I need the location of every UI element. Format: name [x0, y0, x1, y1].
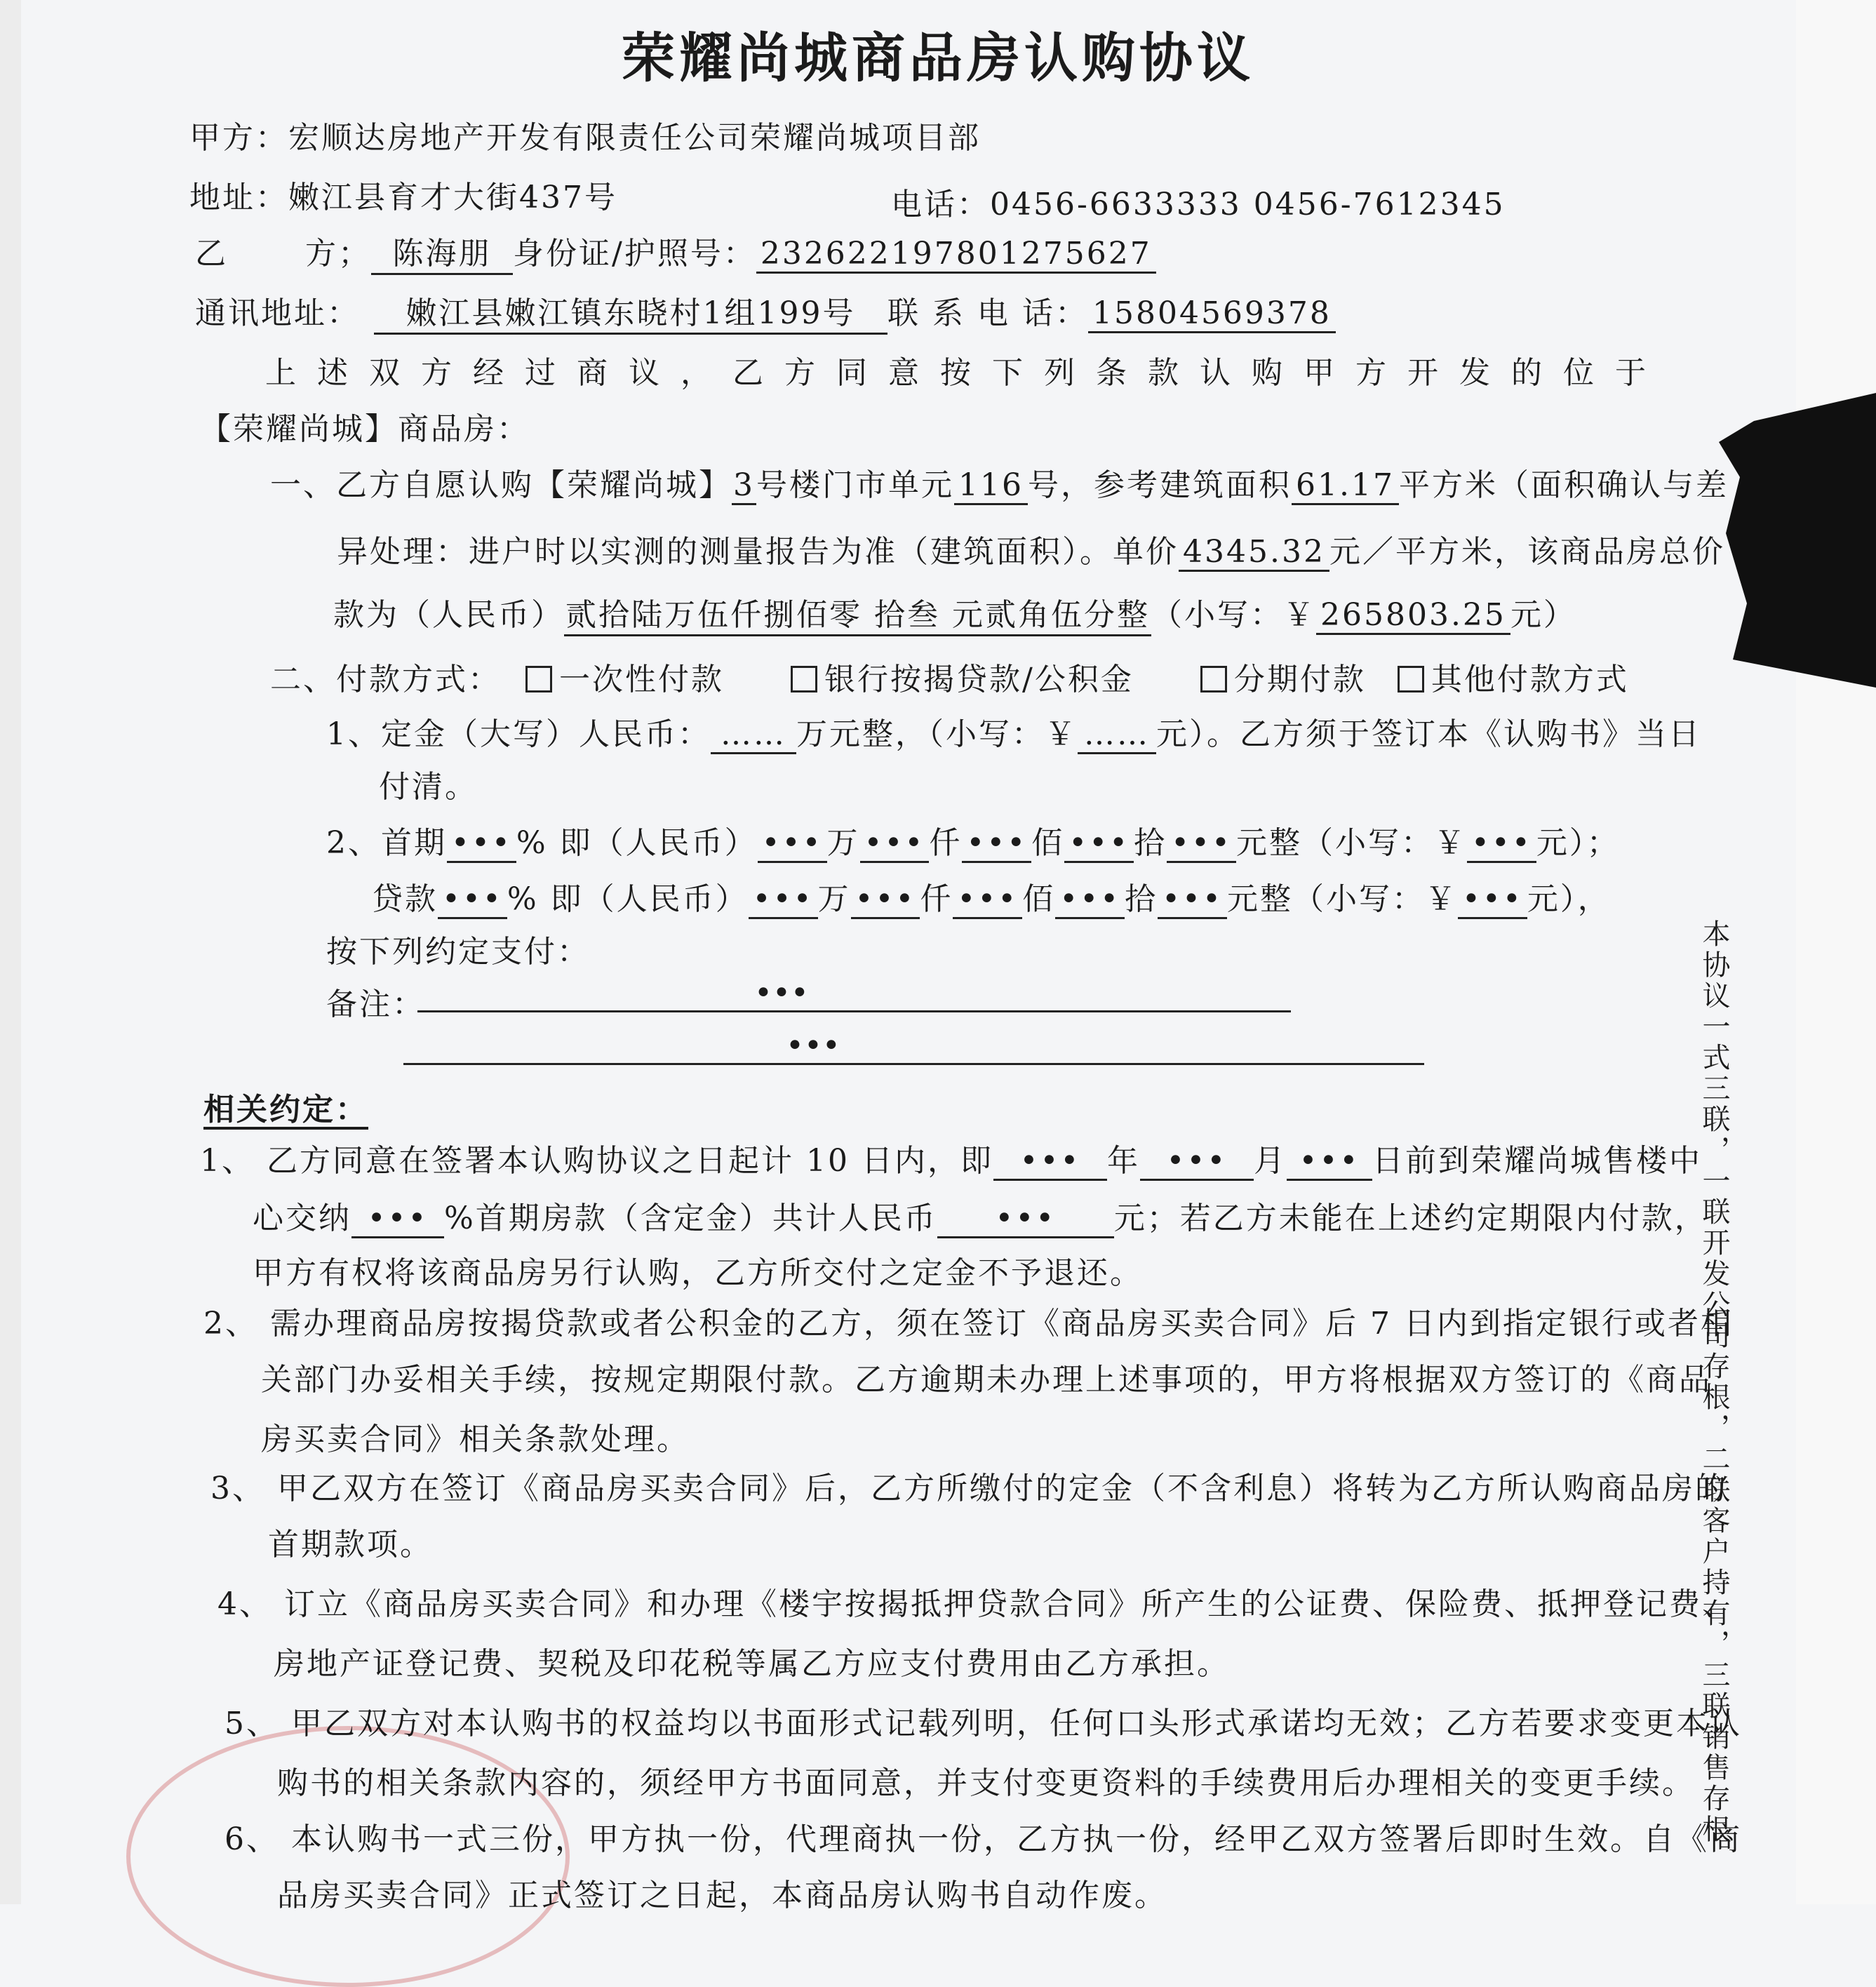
loan-fill-small: ••• [1458, 881, 1527, 919]
party-a-label: 甲方： [189, 120, 288, 156]
loan-row [372, 874, 1611, 919]
checkbox-mortgage[interactable] [791, 666, 817, 693]
loan-text-7: 元）， [1527, 881, 1611, 917]
clause-1-line-2 [337, 526, 1725, 572]
deposit-row-2: 付清。 [379, 769, 478, 805]
intro-line-2: 【荣耀尚城】商品房： [200, 411, 530, 447]
remark-label: 备注： [326, 986, 425, 1022]
option-mortgage: 银行按揭贷款/公积金 [824, 662, 1134, 697]
option-lump-sum: 一次性付款 [559, 662, 724, 697]
phone-row [891, 179, 1506, 224]
side-note-vertical: 本协议一式三联，一联开发公司存根，二联客户持有，三联销售存根 [1698, 919, 1730, 1845]
term-4-line-2: 房地产证登记费、契税及印花税等属乙方应支付费用由乙方承担。 [274, 1646, 1230, 1682]
down-text-0: 2、首期 [326, 825, 447, 861]
clause-1-text-b: 号楼门市单元 [756, 467, 954, 503]
clause-1-text-c: 号，参考建筑面积 [1027, 467, 1292, 503]
remark-line-1[interactable] [417, 1010, 1291, 1012]
deposit-amount-words: …… [711, 716, 796, 754]
total-price-chinese: 贰拾陆万伍仟捌佰零 拾叁 元贰角伍分整 [564, 589, 1151, 636]
id-number: 232622197801275627 [756, 236, 1156, 274]
down-fill-small: ••• [1467, 825, 1536, 863]
intro-line-1: 上述双方经过商议，乙方同意按下列条款认购甲方开发的位于 [265, 355, 1667, 391]
contact-phone: 15804569378 [1088, 295, 1336, 333]
deposit-row [326, 709, 1701, 754]
paper-tear-shape [1712, 393, 1876, 688]
unit-number: 116 [954, 467, 1028, 505]
down-fill-wan: ••• [758, 825, 827, 863]
loan-fill-yuan: ••• [1158, 881, 1227, 919]
deposit-text-c: 元）。乙方须于签订本《认购书》当日 [1156, 716, 1701, 752]
term-1-year-fill: ••• [993, 1143, 1107, 1181]
party-a-value: 宏顺达房地产开发有限责任公司荣耀尚城项目部 [288, 120, 981, 156]
loan-text-2: 万 [817, 881, 851, 917]
loan-fill-qian: ••• [851, 881, 920, 919]
down-fill-bai: ••• [962, 825, 1031, 863]
loan-text-1: % 即（人民币） [507, 881, 749, 917]
option-other: 其他付款方式 [1431, 662, 1629, 697]
term-1-text-c: 心交纳 [253, 1200, 351, 1236]
term-1-line-3: 甲方有权将该商品房另行认购，乙方所交付之定金不予退还。 [253, 1255, 1143, 1291]
term-5-line-1: 5、 甲乙双方对本认购书的权益均以书面形式记载列明，任何口头形式承诺均无效；乙方若要求变更本认 [225, 1706, 1742, 1741]
checkbox-lump-sum[interactable] [525, 666, 552, 693]
party-b-label-a: 乙 [195, 236, 228, 272]
term-4-line-1: 4、 订立《商品房买卖合同》和办理《楼宇按揭抵押贷款合同》所产生的公证费、保险费、抵押登记费、 [217, 1586, 1735, 1622]
party-b-name: 陈海朋 [371, 228, 513, 275]
down-text-7: 元）； [1536, 825, 1620, 861]
payment-method-row [270, 654, 1629, 699]
term-1-text-b: 日前到荣耀尚城售楼中 [1372, 1143, 1702, 1179]
unit-price: 4345.32 [1179, 534, 1329, 572]
term-1-text-a: 1、 乙方同意在签署本认购协议之日起计 10 日内，即 [200, 1143, 993, 1179]
party-a-row [189, 112, 981, 157]
term-6-line-1: 6、 本认购书一式三份，甲方执一份，代理商执一份，乙方执一份，经甲乙双方签署后即时生效。自《商 [225, 1821, 1742, 1857]
term-1-month: 月 [1253, 1143, 1287, 1179]
paper-margin-right [1796, 0, 1876, 1904]
clause-1-text-g: 款为（人民币） [333, 597, 564, 633]
address-label: 地址： [189, 180, 288, 215]
checkbox-installment[interactable] [1200, 666, 1227, 693]
phone-value: 0456-6633333 0456-7612345 [990, 187, 1506, 222]
contact-address: 嫩江县嫩江镇东晓村1组199号 [374, 288, 887, 335]
down-fill-shi: ••• [1064, 825, 1134, 863]
loan-fill-wan: ••• [749, 881, 818, 919]
term-1-line-2 [253, 1193, 1708, 1238]
party-b-row [195, 228, 1156, 275]
phone-label: 电话： [891, 187, 990, 222]
down-text-2: 万 [826, 825, 860, 861]
option-installment: 分期付款 [1233, 662, 1366, 697]
remark-fill-1: ••• [754, 975, 809, 1011]
term-6-line-2: 品房买卖合同》正式签订之日起，本商品房认购书自动作废。 [277, 1878, 1167, 1913]
term-1-text-e: 元；若乙方未能在上述约定期限内付款， [1113, 1200, 1708, 1236]
down-fill-percent: ••• [447, 825, 516, 863]
document-title: 荣耀尚城商品房认购协议 [622, 27, 1254, 89]
term-1-text-d: %首期房款（含定金）共计人民币 [444, 1200, 937, 1236]
down-fill-qian: ••• [860, 825, 930, 863]
deposit-text-a: 1、定金（大写）人民币： [326, 716, 711, 752]
contact-row [195, 288, 1336, 335]
deposit-text-b: 万元整，（小写：￥ [796, 716, 1078, 752]
loan-text-5: 拾 [1125, 881, 1158, 917]
deposit-amount-number: …… [1078, 716, 1156, 754]
down-payment-row [326, 817, 1620, 863]
paper-shadow-left [0, 0, 21, 1904]
address-value: 嫩江县育才大街437号 [288, 180, 617, 215]
clause-1-line-3 [333, 589, 1576, 636]
down-fill-yuan: ••• [1167, 825, 1236, 863]
id-label: 身份证/护照号： [513, 236, 756, 272]
term-3-line-2: 首期款项。 [268, 1527, 433, 1563]
term-2-line-2: 关部门办妥相关手续，按规定期限付款。乙方逾期未办理上述事项的，甲方将根据双方签订的《商品 [261, 1362, 1712, 1398]
checkbox-other[interactable] [1398, 666, 1424, 693]
term-1-percent-fill: ••• [351, 1200, 444, 1238]
clause-1-text-h: （小写：￥ [1151, 597, 1316, 633]
total-price-number: 265803.25 [1316, 597, 1510, 635]
payment-schedule-label: 按下列约定支付： [326, 934, 590, 970]
payment-method-label: 二、付款方式： [270, 662, 501, 697]
loan-fill-percent: ••• [438, 881, 507, 919]
contact-label: 通讯地址： [195, 295, 360, 331]
clause-1-line-1 [270, 460, 1729, 505]
term-2-line-1: 2、 需办理商品房按揭贷款或者公积金的乙方，须在签订《商品房买卖合同》后 7 日内到指定银行或者相 [203, 1306, 1734, 1342]
term-1-amount-fill: ••• [937, 1200, 1114, 1238]
loan-text-0: 贷款 [372, 881, 438, 917]
contact-phone-label: 联 系 电 话： [887, 295, 1088, 331]
term-2-line-3: 房买卖合同》相关条款处理。 [261, 1421, 690, 1457]
down-text-3: 仟 [929, 825, 963, 861]
party-b-label-b: 方； [305, 236, 371, 272]
term-1-day-fill: ••• [1287, 1143, 1372, 1181]
loan-fill-bai: ••• [953, 881, 1022, 919]
down-text-1: % 即（人民币） [516, 825, 758, 861]
clause-1-text-e: 异处理：进户时以实测的测量报告为准（建筑面积）。单价 [337, 534, 1179, 570]
term-1-line-1 [200, 1135, 1702, 1181]
clause-1-text-i: 元） [1510, 597, 1576, 633]
loan-text-4: 佰 [1022, 881, 1056, 917]
remark-line-2[interactable] [403, 1063, 1424, 1065]
term-1-month-fill: ••• [1140, 1143, 1254, 1181]
term-1-year: 年 [1106, 1143, 1140, 1179]
down-text-4: 佰 [1031, 825, 1065, 861]
loan-fill-shi: ••• [1055, 881, 1125, 919]
clause-1-text-f: 元／平方米，该商品房总价 [1329, 534, 1725, 570]
down-text-6: 元整（小写：￥ [1235, 825, 1467, 861]
loan-text-6: 元整（小写：￥ [1226, 881, 1458, 917]
area-value: 61.17 [1292, 467, 1399, 505]
loan-text-3: 仟 [920, 881, 953, 917]
term-5-line-2: 购书的相关条款内容的，须经甲方书面同意，并支付变更资料的手续费用后办理相关的变更手续。 [277, 1765, 1695, 1801]
term-3-line-1: 3、 甲乙双方在签订《商品房买卖合同》后，乙方所缴付的定金（不含利息）将转为乙方所认购商品房的 [210, 1471, 1728, 1506]
building-number: 3 [732, 467, 756, 505]
down-text-5: 拾 [1134, 825, 1167, 861]
clause-1-text-a: 一、乙方自愿认购【荣耀尚城】 [270, 467, 732, 503]
remark-fill-2: ••• [786, 1028, 840, 1064]
clause-1-text-d: 平方米（面积确认与差 [1398, 467, 1729, 503]
address-row [189, 172, 617, 217]
terms-title: 相关约定： [203, 1092, 368, 1128]
